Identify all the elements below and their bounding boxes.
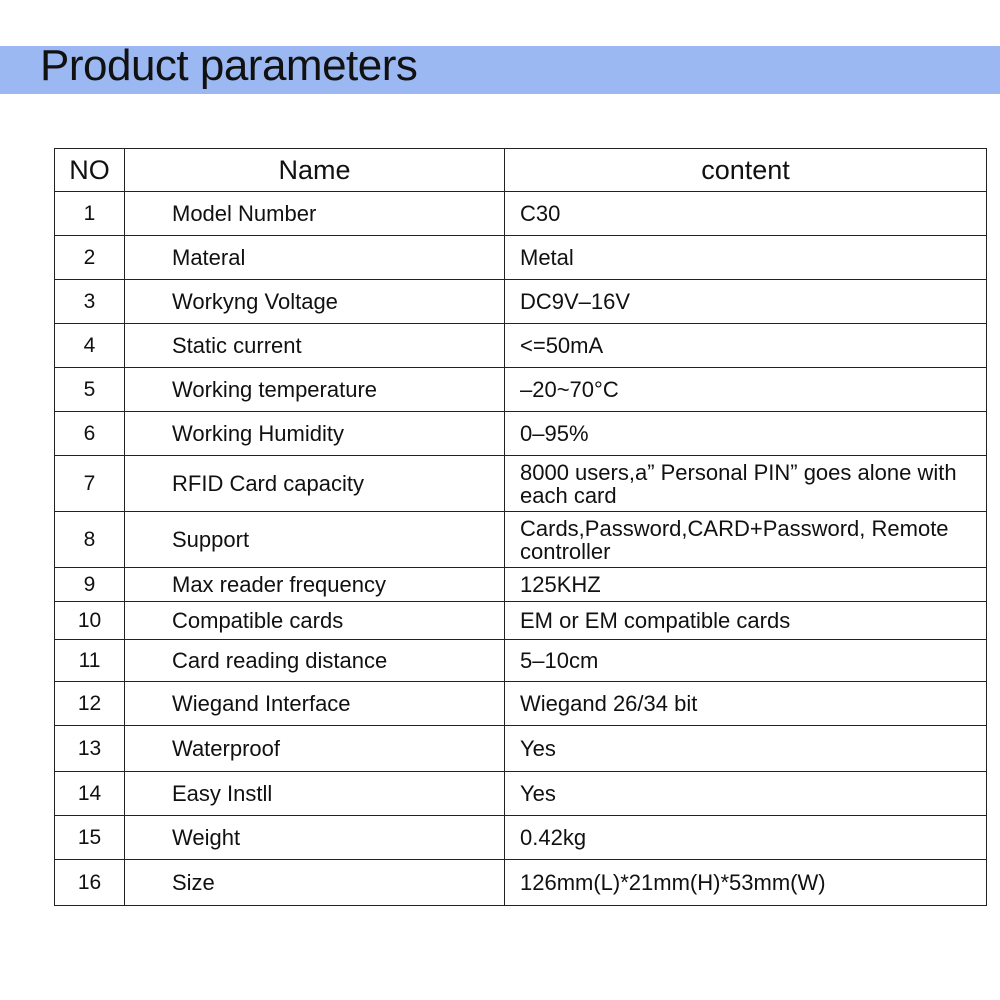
row-number: 13 — [55, 726, 125, 772]
parameter-value: EM or EM compatible cards — [505, 602, 987, 640]
parameter-name: Easy Instll — [125, 772, 505, 816]
parameter-value: 126mm(L)*21mm(H)*53mm(W) — [505, 860, 987, 906]
parameter-name: Workyng Voltage — [125, 280, 505, 324]
parameter-value: 0‒95% — [505, 412, 987, 456]
parameter-name: Compatible cards — [125, 602, 505, 640]
row-number: 2 — [55, 236, 125, 280]
parameter-value: 125KHZ — [505, 568, 987, 602]
parameter-name: Size — [125, 860, 505, 906]
parameter-value: <=50mA — [505, 324, 987, 368]
row-number: 14 — [55, 772, 125, 816]
row-number: 15 — [55, 816, 125, 860]
column-header-content: content — [505, 149, 987, 192]
row-number: 6 — [55, 412, 125, 456]
parameter-value: 5‒10cm — [505, 640, 987, 682]
table-row — [55, 236, 987, 280]
row-number: 8 — [55, 512, 125, 568]
table-row — [55, 368, 987, 412]
parameter-name: Weight — [125, 816, 505, 860]
parameter-name: Max reader frequency — [125, 568, 505, 602]
parameter-value: Yes — [505, 772, 987, 816]
row-number: 4 — [55, 324, 125, 368]
parameter-name: Working temperature — [125, 368, 505, 412]
column-header-no: NO — [55, 149, 125, 192]
table-row — [55, 816, 987, 860]
table-row — [55, 412, 987, 456]
table-header-row — [55, 149, 987, 192]
table-row — [55, 682, 987, 726]
table-row — [55, 860, 987, 906]
parameter-name: Working Humidity — [125, 412, 505, 456]
parameter-name: Materal — [125, 236, 505, 280]
table-row — [55, 726, 987, 772]
parameter-value: ‒20~70°C — [505, 368, 987, 412]
row-number: 11 — [55, 640, 125, 682]
row-number: 1 — [55, 192, 125, 236]
parameter-value: DC9V‒16V — [505, 280, 987, 324]
table-row — [55, 602, 987, 640]
table-row — [55, 772, 987, 816]
page-title: Product parameters — [40, 41, 418, 90]
parameter-value: Wiegand 26/34 bit — [505, 682, 987, 726]
parameter-value: Cards,Password,CARD+Password, Remote controller — [505, 512, 987, 568]
row-number: 12 — [55, 682, 125, 726]
table-row — [55, 640, 987, 682]
parameter-value: 8000 users,a” Personal PIN” goes alone with each card — [505, 456, 987, 512]
parameter-name: RFID Card capacity — [125, 456, 505, 512]
table-row — [55, 512, 987, 568]
row-number: 9 — [55, 568, 125, 602]
column-header-name: Name — [125, 149, 505, 192]
row-number: 3 — [55, 280, 125, 324]
table-row — [55, 568, 987, 602]
parameters-table — [54, 148, 987, 906]
parameter-name: Model Number — [125, 192, 505, 236]
parameter-value: C30 — [505, 192, 987, 236]
table-row — [55, 324, 987, 368]
parameter-value: Metal — [505, 236, 987, 280]
row-number: 5 — [55, 368, 125, 412]
parameter-value: Yes — [505, 726, 987, 772]
parameter-name: Static current — [125, 324, 505, 368]
row-number: 16 — [55, 860, 125, 906]
parameter-name: Wiegand Interface — [125, 682, 505, 726]
table-row — [55, 280, 987, 324]
parameter-name: Support — [125, 512, 505, 568]
parameter-name: Waterproof — [125, 726, 505, 772]
table-row — [55, 192, 987, 236]
row-number: 7 — [55, 456, 125, 512]
parameter-name: Card reading distance — [125, 640, 505, 682]
table-row — [55, 456, 987, 512]
parameter-value: 0.42kg — [505, 816, 987, 860]
row-number: 10 — [55, 602, 125, 640]
